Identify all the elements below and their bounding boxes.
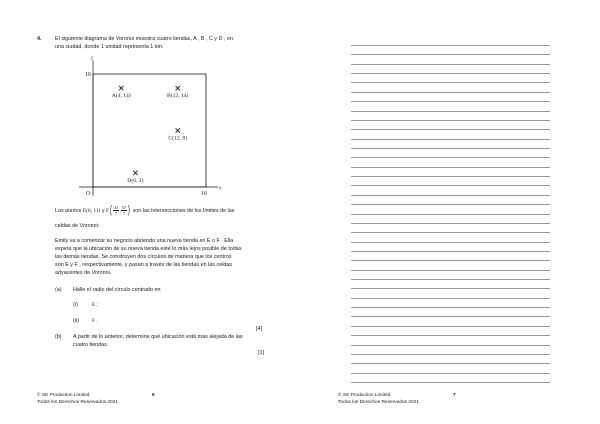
point-f-y-fraction	[121, 205, 128, 216]
answer-line	[351, 214, 550, 215]
answer-line	[351, 298, 550, 299]
point-f-y-numerator: 57	[121, 205, 127, 211]
and-word: y	[101, 208, 105, 214]
answer-line	[351, 232, 550, 233]
footer-company-right: © SE Production Limited	[338, 393, 391, 398]
intro-line-1: El siguiente diagrama de Voronoi muestra cuatro tiendas, A , B , C y D , en	[55, 36, 233, 42]
point-f-x-fraction	[113, 205, 120, 216]
answer-line	[351, 111, 550, 112]
point-marker-0	[119, 86, 123, 90]
answer-line	[351, 92, 550, 93]
answer-line	[351, 223, 550, 224]
answer-line	[351, 64, 550, 65]
part-a-label: (a)	[55, 287, 62, 293]
point-f-x-denominator: 7	[114, 211, 118, 217]
part-b-label: (b)	[55, 334, 62, 340]
answer-line	[351, 242, 550, 243]
answer-line	[351, 373, 550, 374]
answer-line	[351, 54, 550, 55]
answer-line	[351, 382, 550, 383]
answer-line	[351, 148, 550, 149]
answer-line	[351, 195, 550, 196]
sub-i-text: E ;	[92, 302, 99, 308]
points-sentence-cont: celdas de Voronoi.	[55, 223, 100, 229]
answer-line	[351, 316, 550, 317]
region-boundary	[93, 74, 206, 187]
answer-line	[351, 185, 550, 186]
answer-line	[351, 176, 550, 177]
answer-line	[351, 345, 550, 346]
x-tick-16: 16	[201, 191, 207, 197]
answer-line	[351, 279, 550, 280]
marks-part-b: [1]	[258, 350, 264, 356]
answer-line	[351, 167, 550, 168]
y-tick-16: 16	[85, 72, 91, 78]
intro-line-2: una ciudad, donde 1 unidad representa 1 km.	[55, 44, 164, 50]
footer-company-left: © SE Production Limited	[37, 393, 90, 398]
answer-line	[351, 157, 550, 158]
y-axis-label: y	[91, 55, 94, 61]
page-number-right: 7	[453, 393, 456, 398]
paragraph-line-2: espera que la ubicación de su nueva tienda esté lo más lejos posible de todas	[55, 246, 242, 252]
answer-line	[351, 139, 550, 140]
answer-line	[351, 326, 550, 327]
answer-line	[351, 73, 550, 74]
answer-line	[351, 120, 550, 121]
paragraph-line-3: las demás tiendas. Se construyen dos círculos de manera que los centros	[55, 254, 232, 260]
sub-i-label: (i)	[73, 302, 78, 308]
answer-line	[351, 270, 550, 271]
points-sentence-start: Los puntos	[55, 208, 82, 214]
point-label-0: A(4, 14)	[111, 93, 131, 100]
part-b-line-2: cuatro tiendas.	[73, 342, 109, 348]
points-sentence: Los puntos E(8, 11) y F( $\frac{41}{7}$ , $\frac{57}{7}$ ) son las intersecciones de los límites de las	[55, 204, 235, 217]
answer-line	[351, 129, 550, 130]
answer-line	[351, 204, 550, 205]
answer-line	[351, 335, 550, 336]
answer-line	[351, 307, 550, 308]
point-e: E(8, 11)	[82, 208, 101, 214]
paragraph-line-4: son E y F , respectivamente, y pasan a través de las tiendas en las celdas	[55, 262, 233, 268]
answer-line	[351, 82, 550, 83]
part-a-text: Halle el radio del círculo centrado en	[73, 287, 161, 293]
point-label-2: C(12, 8)	[168, 135, 188, 142]
point-label-1: B(12, 14)	[167, 93, 189, 100]
paragraph-line-5: adyacentes de Voronoi.	[55, 270, 112, 276]
sub-ii-text: F .	[92, 318, 98, 324]
point-marker-1	[176, 86, 180, 90]
part-b-line-1: A partir de lo anterior, determine qué ubicación está más alejada de las	[73, 334, 243, 340]
footer-rights-right: Todos los Derechos Reservados 2021	[338, 400, 420, 405]
point-f-x-numerator: 41	[113, 205, 119, 211]
point-marker-2	[176, 128, 180, 132]
marks-part-a: [4]	[256, 326, 262, 332]
answer-line	[351, 288, 550, 289]
paragraph-line-1: Emily va a comenzar su negocio abriendo una nueva tienda en E o F . Ella	[55, 238, 234, 244]
answer-line	[351, 101, 550, 102]
sub-ii-label: (ii)	[73, 318, 79, 324]
points-sentence-end: son las intersecciones de los límites de las	[132, 208, 235, 214]
answer-line	[351, 251, 550, 252]
point-label-3: D(6, 2)	[127, 177, 144, 184]
question-number: 4.	[37, 36, 42, 42]
answer-line	[351, 45, 550, 46]
point-f-name: F	[106, 208, 110, 214]
point-f-y-denominator: 7	[122, 211, 126, 217]
answer-line	[351, 260, 550, 261]
page-number-left: 6	[152, 393, 155, 398]
answer-line	[351, 363, 550, 364]
point-marker-3	[133, 171, 137, 175]
footer-rights-left: Todos los Derechos Reservados 2021	[37, 400, 119, 405]
x-axis-label: x	[219, 185, 222, 191]
origin-label: O	[86, 191, 91, 197]
answer-line	[351, 354, 550, 355]
